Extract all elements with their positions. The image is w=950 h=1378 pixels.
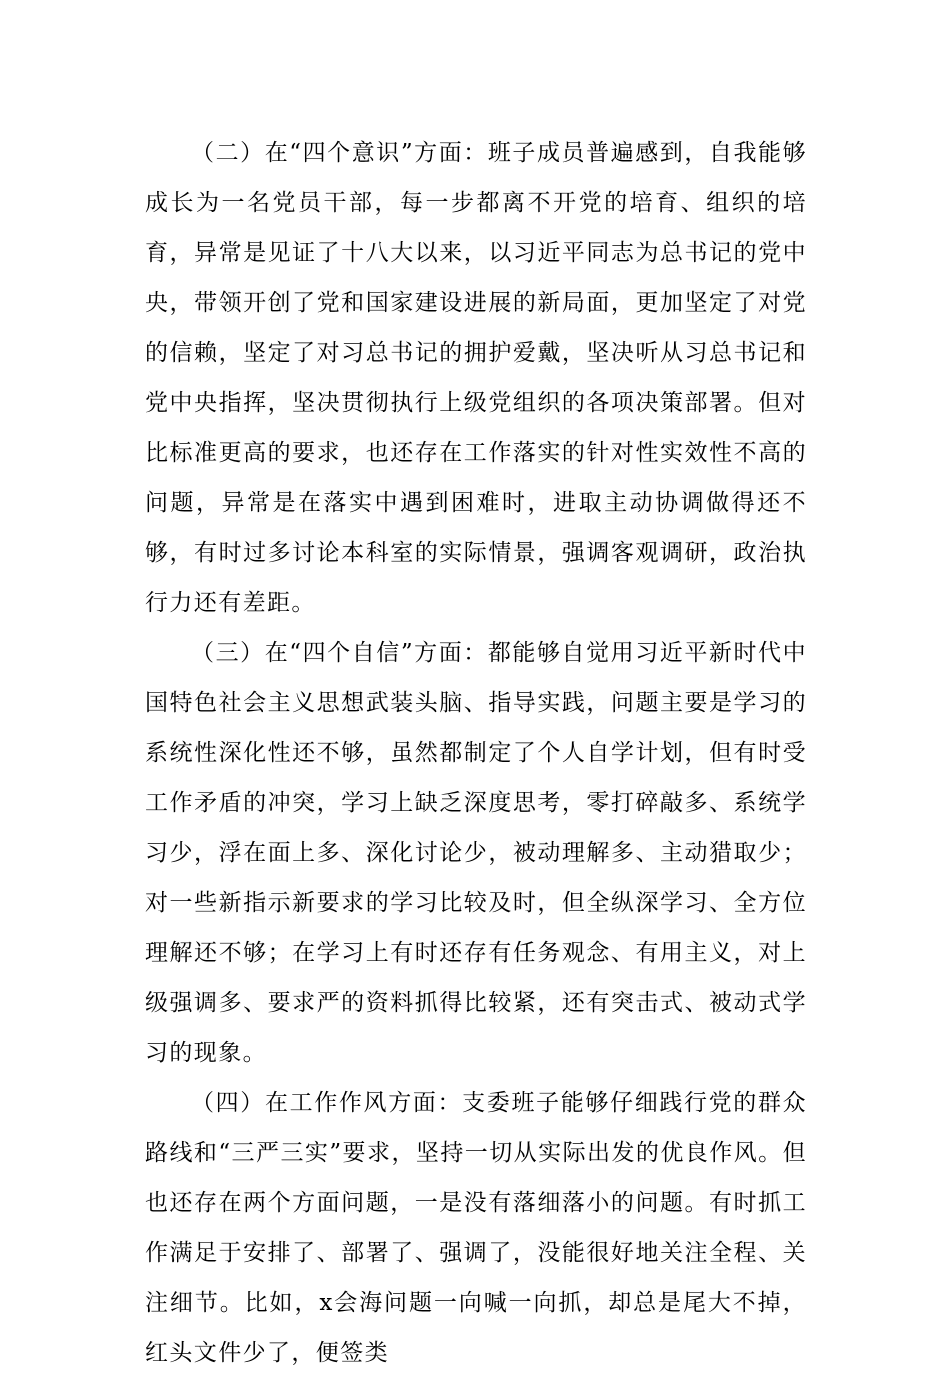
paragraph-four-confidences: （三）在“四个自信”方面：都能够自觉用习近平新时代中国特色社会主义思想武装头脑、指导实践，问题主要是学习的系统性深化性还不够，虽然都制定了个人自学计划，但有时受工作矛盾的冲突，学习上缺乏深度思考，零打碎敲多、系统学习少，浮在面上多、深化讨论少，被动理解多、主动猎取少；对一些新指示新要求的学习比较及时，但全纵深学习、全方位理解还不够；在学习上有时还存有任务观念、有用主义，对上级强调多、要求严的资料抓得比较紧，还有突击式、被动式学习的现象。	[145, 640, 807, 1066]
document-body	[145, 128, 807, 1378]
paragraph-work-style: （四）在工作作风方面：支委班子能够仔细践行党的群众路线和“三严三实”要求，坚持一切从实际出发的优良作风。但也还存在两个方面问题，一是没有落细落小的问题。有时抓工作满足于安排了、部署了、强调了，没能很好地关注全程、关注细节。比如，x会海问题一向喊一向抓，却总是尾大不掉，红头文件少了，便签类	[145, 1090, 807, 1366]
paragraph-four-consciousness: （二）在“四个意识”方面：班子成员普遍感到，自我能够成长为一名党员干部，每一步都离不开党的培育、组织的培育，异常是见证了十八大以来，以习近平同志为总书记的党中央，带领开创了党和国家建设进展的新局面，更加坚定了对党的信赖，坚定了对习总书记的拥护爱戴，坚决听从习总书记和党中央指挥，坚决贯彻执行上级党组织的各项决策部署。但对比标准更高的要求，也还存在工作落实的针对性实效性不高的问题，异常是在落实中遇到困难时，进取主动协调做得还不够，有时过多讨论本科室的实际情景，强调客观调研，政治执行力还有差距。	[145, 140, 807, 616]
